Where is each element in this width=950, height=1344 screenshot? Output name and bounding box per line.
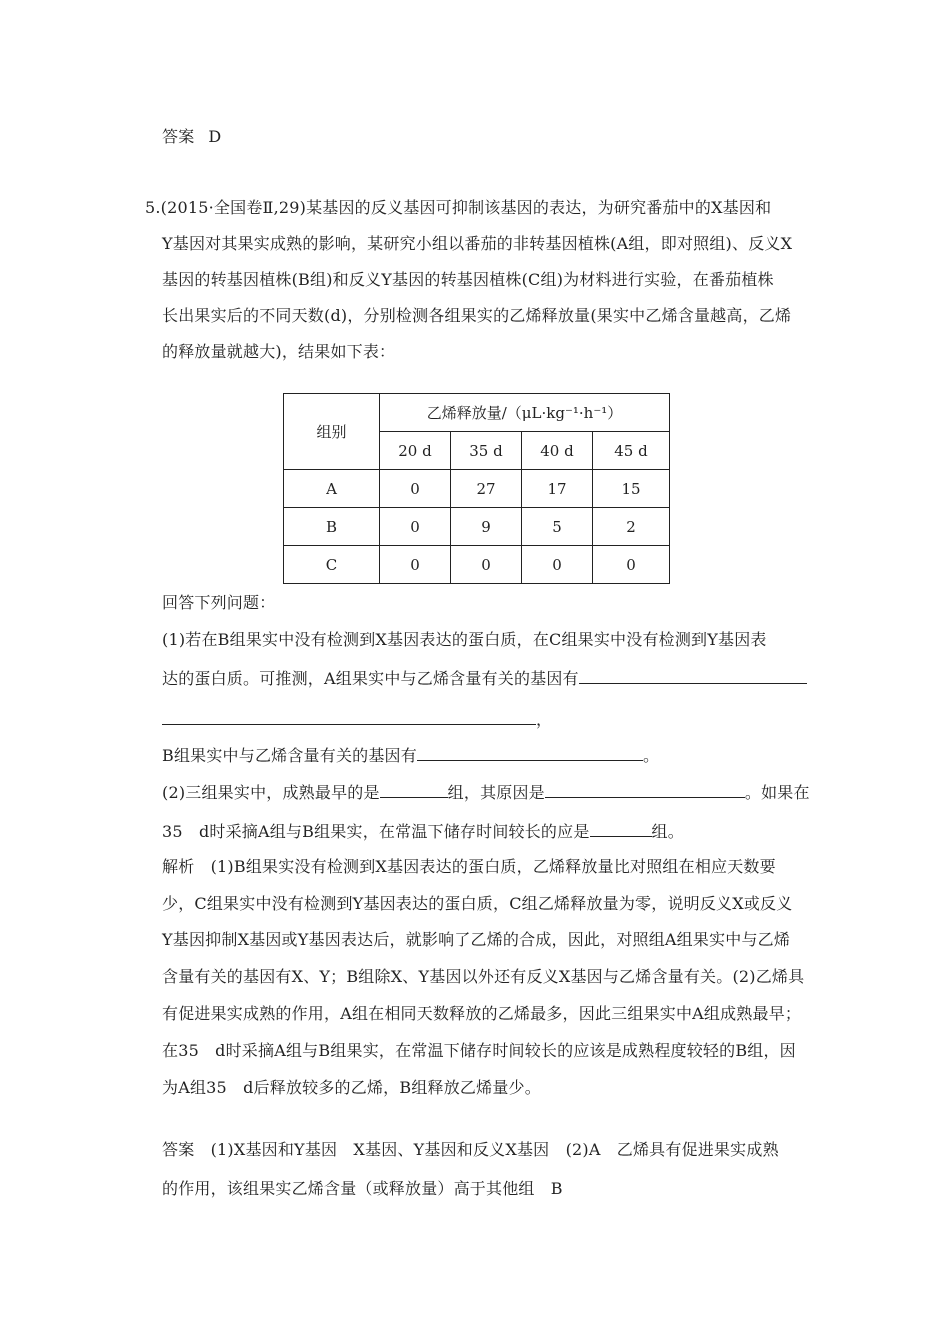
day-header: 35 d: [451, 432, 522, 470]
value-cell: 9: [451, 508, 522, 546]
prompt: 回答下列问题：: [162, 593, 276, 612]
value-cell: 27: [451, 470, 522, 508]
analysis-text: (1)B组果实没有检测到X基因表达的蛋白质，乙烯释放量比对照组在相应天数要: [194, 857, 776, 876]
question-line-5: 的释放量就越大)，结果如下表：: [162, 342, 396, 361]
answer-blank[interactable]: [380, 781, 448, 798]
value-cell: 5: [522, 508, 593, 546]
sub2-text: 。如果在: [744, 783, 810, 802]
value-cell: 0: [380, 508, 451, 546]
sub2-line-1: [162, 781, 810, 804]
comma: ，: [536, 710, 553, 729]
value-cell: 17: [522, 470, 593, 508]
day-header: 45 d: [593, 432, 670, 470]
group-cell: C: [284, 546, 380, 584]
value-cell: 2: [593, 508, 670, 546]
question-line-4: 长出果实后的不同天数(d)，分别检测各组果实的乙烯释放量(果实中乙烯含量越高，乙烯: [162, 306, 792, 325]
group-header: 组别: [284, 394, 380, 470]
analysis-line-6: 在35 d时采摘A组与B组果实，在常温下储存时间较长的应该是成熟程度较轻的B组，因: [162, 1041, 796, 1060]
answer-label: 答案: [162, 127, 195, 146]
question-line-1: 5.(2015·全国卷Ⅱ,29)某基因的反义基因可抑制该基因的表达，为研究番茄中的X基因和: [145, 198, 772, 217]
value-cell: 0: [522, 546, 593, 584]
day-header: 20 d: [380, 432, 451, 470]
analysis-line-4: 含量有关的基因有X、Y；B组除X、Y基因以外还有反义X基因与乙烯含量有关。(2)乙烯具: [162, 967, 805, 986]
measure-header: 乙烯释放量/（μL·kg⁻¹·h⁻¹）: [380, 394, 670, 432]
value-cell: 15: [593, 470, 670, 508]
sub2-text: 组，其原因是: [447, 783, 545, 802]
analysis-line-7: 为A组35 d后释放较多的乙烯，B组释放乙烯量少。: [162, 1078, 541, 1097]
group-cell: A: [284, 470, 380, 508]
table-row: [284, 470, 670, 508]
analysis-label: 解析: [162, 857, 195, 876]
answer-blank[interactable]: [417, 744, 643, 761]
analysis-line-2: 少，C组果实中没有检测到Y基因表达的蛋白质，C组乙烯释放量为零，说明反义X或反义: [162, 894, 793, 913]
answer-blank[interactable]: [545, 781, 745, 798]
question-line-3: 基因的转基因植株(B组)和反义Y基因的转基因植株(C组)为材料进行实验，在番茄植株: [162, 270, 774, 289]
table-row: [284, 546, 670, 584]
sub1-text: B组果实中与乙烯含量有关的基因有: [162, 746, 417, 765]
sub1-line-1: (1)若在B组果实中没有检测到X基因表达的蛋白质，在C组果实中没有检测到Y基因表: [162, 630, 767, 649]
sub2-text: (2)三组果实中，成熟最早的是: [162, 783, 380, 802]
value-cell: 0: [593, 546, 670, 584]
answer-blank[interactable]: [162, 708, 536, 725]
answer-value: D: [208, 127, 222, 146]
value-cell: 0: [380, 546, 451, 584]
sub1-line-2: [162, 667, 807, 690]
sub1-line-4: [162, 744, 659, 767]
ethylene-table: [283, 393, 670, 584]
value-cell: 0: [451, 546, 522, 584]
answer-label: 答案: [162, 1140, 195, 1159]
sub2-line-2: [162, 820, 684, 843]
sub1-line-3: [162, 708, 552, 731]
answer-line-1: [162, 1139, 779, 1161]
answer-line-2: 的作用，该组果实乙烯含量（或释放量）高于其他组 B: [162, 1179, 563, 1198]
question-line-2: Y基因对其果实成熟的影响，某研究小组以番茄的非转基因植株(A组，即对照组)、反义X: [162, 234, 793, 253]
answer-blank[interactable]: [579, 667, 807, 684]
period: 。: [642, 746, 660, 765]
group-cell: B: [284, 508, 380, 546]
analysis-line-5: 有促进果实成熟的作用，A组在相同天数释放的乙烯最多，因此三组果实中A组成熟最早；: [162, 1004, 802, 1023]
day-header: 40 d: [522, 432, 593, 470]
top-answer: [162, 126, 221, 148]
value-cell: 0: [380, 470, 451, 508]
analysis-line-1: [162, 856, 776, 878]
sub2-text: 35 d时采摘A组与B组果实，在常温下储存时间较长的应是: [162, 822, 590, 841]
analysis-line-3: Y基因抑制X基因或Y基因表达后，就影响了乙烯的合成，因此，对照组A组果实中与乙烯: [162, 930, 791, 949]
answer-blank[interactable]: [590, 820, 652, 837]
table-row: [284, 508, 670, 546]
sub1-text: 达的蛋白质。可推测，A组果实中与乙烯含量有关的基因有: [162, 669, 579, 688]
answer-text: (1)X基因和Y基因 X基因、Y基因和反义X基因 (2)A 乙烯具有促进果实成熟: [194, 1140, 779, 1159]
sub2-text: 组。: [651, 822, 684, 841]
